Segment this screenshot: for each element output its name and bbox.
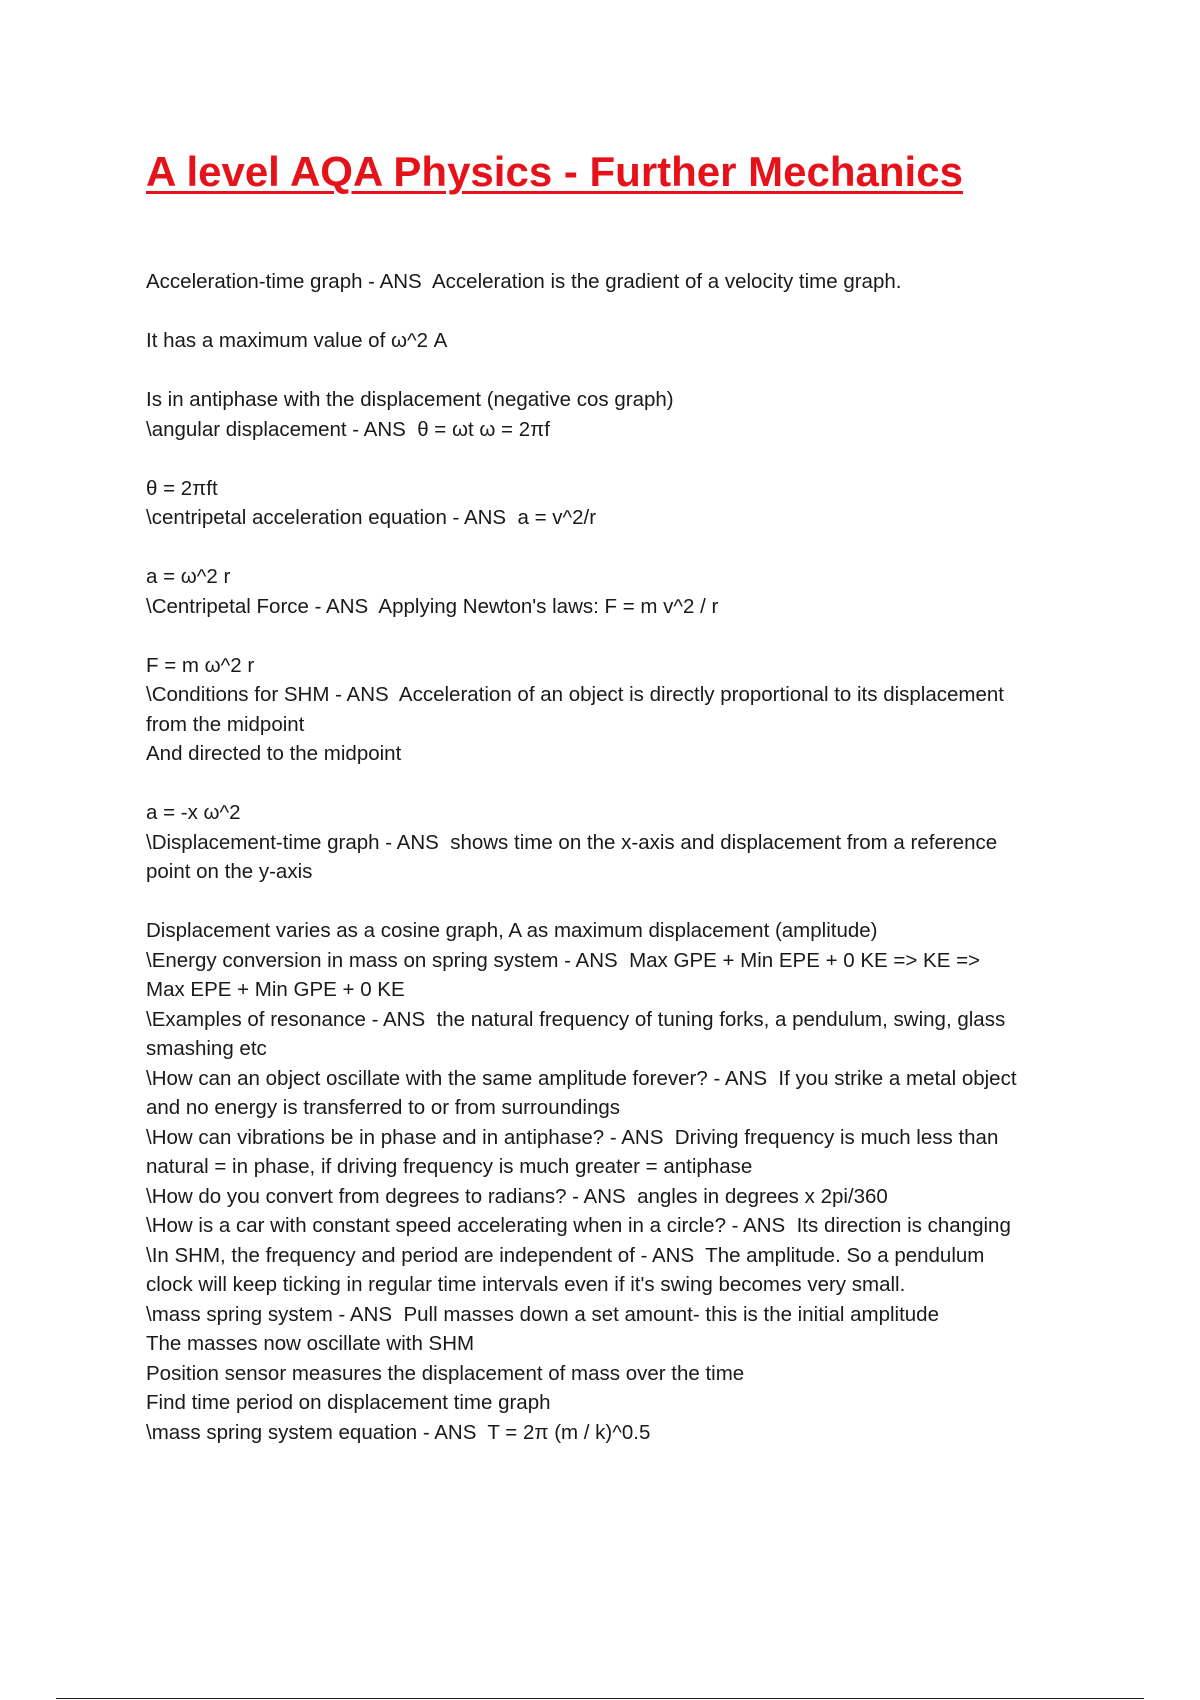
text-line: \How do you convert from degrees to radians? - ANS angles in degrees x 2pi/360 — [146, 1184, 888, 1208]
text-line: \mass spring system - ANS Pull masses down a set amount- this is the initial amplitude — [146, 1302, 939, 1326]
text-line: \Examples of resonance - ANS the natural frequency of tuning forks, a pendulum, swing, glass — [146, 1007, 1006, 1031]
text-line: Is in antiphase with the displacement (negative cos graph) — [146, 388, 674, 411]
text-line: point on the y-axis — [146, 860, 313, 883]
text-line: natural = in phase, if driving frequency is much greater = antiphase — [146, 1155, 753, 1178]
text-line: a = -x ω^2 — [146, 801, 241, 824]
text-line: smashing etc — [146, 1037, 267, 1060]
blank-line — [146, 533, 1096, 563]
blank-line — [146, 356, 1096, 386]
text-line: θ = 2πft — [146, 476, 218, 500]
text-line: and no energy is transferred to or from surroundings — [146, 1096, 621, 1119]
text-line: It has a maximum value of ω^2 A — [146, 329, 448, 352]
text-line: The masses now oscillate with SHM — [146, 1332, 475, 1355]
text-line: \angular displacement - ANS θ = ωt ω = 2πf — [146, 417, 550, 441]
blank-line — [146, 297, 1096, 327]
document-body — [146, 267, 1096, 1447]
text-line: F = m ω^2 r — [146, 653, 255, 677]
text-line: \Energy conversion in mass on spring system - ANS Max GPE + Min EPE + 0 KE => KE => — [146, 948, 981, 972]
blank-line — [146, 769, 1096, 799]
blank-line — [146, 887, 1096, 917]
text-line: a = ω^2 r — [146, 565, 231, 588]
text-line: \How can an object oscillate with the same amplitude forever? - ANS If you strike a metal object — [146, 1066, 1017, 1090]
footer-divider — [56, 1698, 1144, 1699]
text-line: \Conditions for SHM - ANS Acceleration of an object is directly proportional to its displacement — [146, 683, 1004, 706]
text-line: \In SHM, the frequency and period are independent of - ANS The amplitude. So a pendulum — [146, 1243, 985, 1267]
text-line: \How can vibrations be in phase and in antiphase? - ANS Driving frequency is much less than — [146, 1125, 999, 1149]
text-line: clock will keep ticking in regular time intervals even if it's swing becomes very small. — [146, 1273, 906, 1296]
text-line: \Displacement-time graph - ANS shows time on the x-axis and displacement from a reference — [146, 830, 998, 854]
text-line: Max EPE + Min GPE + 0 KE — [146, 978, 405, 1001]
text-line: from the midpoint — [146, 712, 305, 736]
blank-line — [146, 621, 1096, 651]
blank-line — [146, 444, 1096, 474]
text-line: Position sensor measures the displacement of mass over the time — [146, 1361, 745, 1385]
text-line: And directed to the midpoint — [146, 742, 402, 765]
text-line: Find time period on displacement time graph — [146, 1391, 551, 1414]
text-line: Acceleration-time graph - ANS Acceleration is the gradient of a velocity time graph. — [146, 270, 902, 293]
text-line: \How is a car with constant speed accelerating when in a circle? - ANS Its direction is changing — [146, 1214, 1011, 1237]
text-line: \mass spring system equation - ANS T = 2π (m / k)^0.5 — [146, 1420, 651, 1444]
text-line: \Centripetal Force - ANS Applying Newton's laws: F = m v^2 / r — [146, 594, 719, 618]
document-title: A level AQA Physics - Further Mechanics — [146, 148, 963, 195]
text-line: \centripetal acceleration equation - ANS a = v^2/r — [146, 506, 597, 529]
text-line: Displacement varies as a cosine graph, A as maximum displacement (amplitude) — [146, 919, 878, 942]
